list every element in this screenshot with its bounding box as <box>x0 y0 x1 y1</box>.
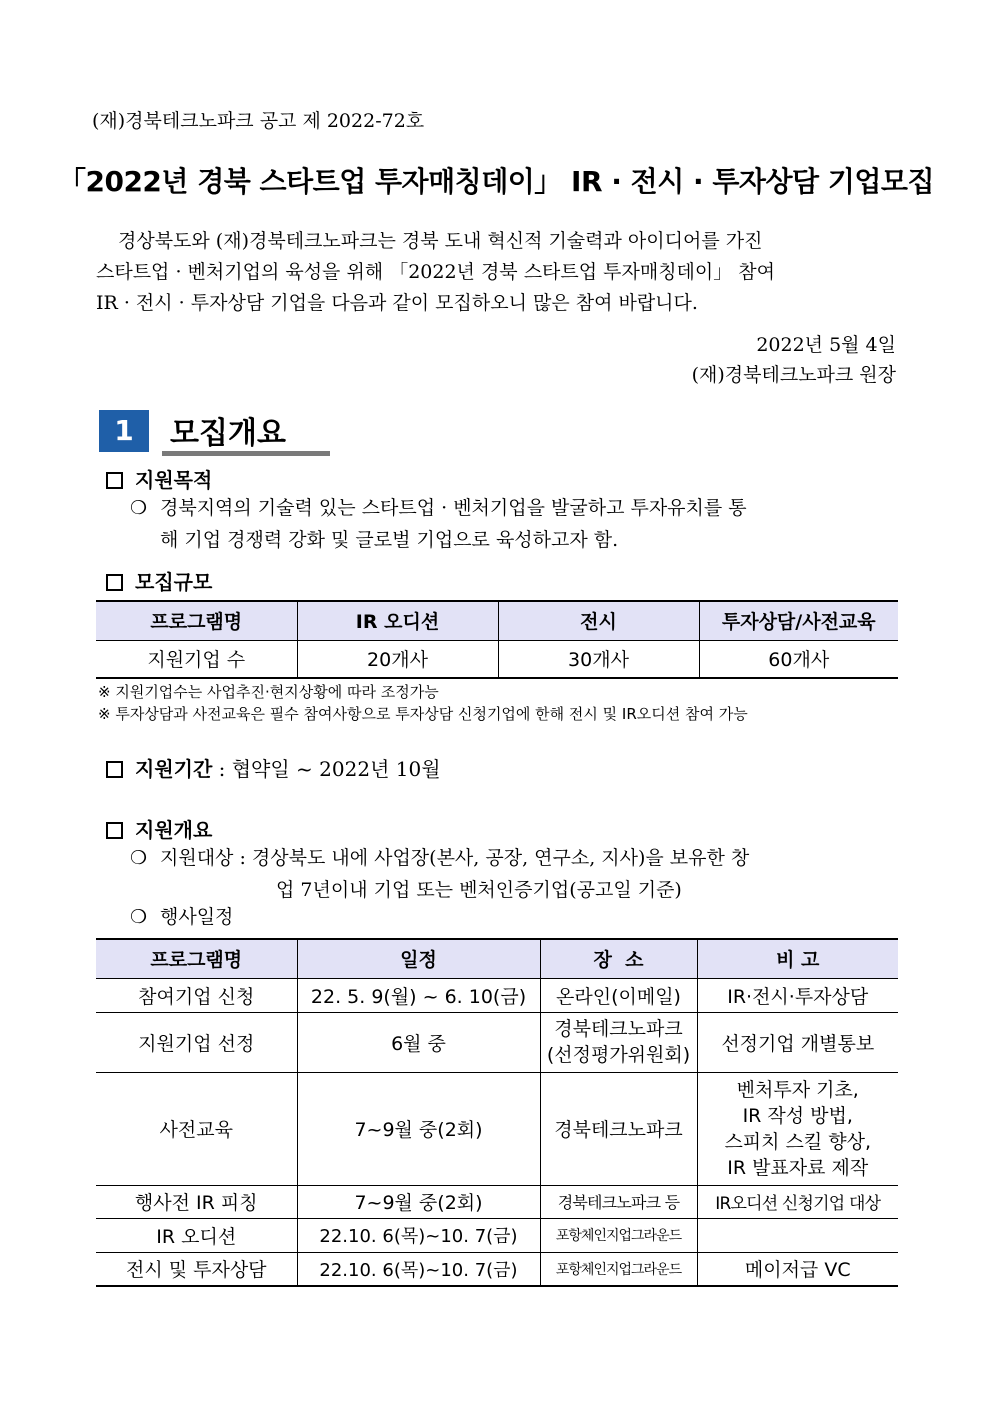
table-cell: 온라인(이메일) <box>540 978 697 1012</box>
table-cell: 벤처투자 기초, IR 작성 방법, 스피치 스킬 향상, IR 발표자료 제작 <box>697 1072 898 1185</box>
table-cell: 7~9월 중(2회) <box>297 1185 540 1218</box>
checkbox-square-icon <box>106 472 123 489</box>
circle-bullet-icon: ❍ <box>130 497 148 519</box>
table-cell: IR오디션 신청기업 대상 <box>697 1185 898 1218</box>
table-header: 프로그램명 <box>96 601 297 640</box>
table-cell: 20개사 <box>297 640 498 678</box>
table-row <box>96 978 898 1012</box>
table-cell: 경북테크노파크 (선정평가위원회) <box>540 1012 697 1072</box>
purpose-heading: 지원목적 <box>106 464 212 493</box>
table-header: IR 오디션 <box>297 601 498 640</box>
scale-note-1: ※ 지원기업수는 사업추진·현지상황에 따라 조정가능 <box>98 683 439 701</box>
table-header: 비 고 <box>697 939 898 978</box>
table-cell: 포항체인지업그라운드 <box>540 1218 697 1252</box>
table-header: 일정 <box>297 939 540 978</box>
intro-line: 스타트업 · 벤처기업의 육성을 위해 「2022년 경북 스타트업 투자매칭데이」 참여 <box>96 261 776 283</box>
table-cell: 지원기업 선정 <box>96 1012 297 1072</box>
circle-bullet-icon: ❍ <box>130 847 148 869</box>
table-cell: 30개사 <box>498 640 699 678</box>
schedule-table <box>96 938 898 1287</box>
target-bullet: ❍ 지원대상 : 경상북도 내에 사업장(본사, 공장, 연구소, 지사)을 보유한 창 업 7년이내 기업 또는 벤처인증기업(공고일 기준) <box>130 842 898 906</box>
scale-table <box>96 600 898 679</box>
table-cell: 6월 중 <box>297 1012 540 1072</box>
document-title: 「2022년 경북 스타트업 투자매칭데이」 IR · 전시 · 투자상담 기업모집 <box>57 165 935 198</box>
section-number-badge: 1 <box>99 410 149 452</box>
table-header: 투자상담/사전교육 <box>699 601 898 640</box>
table-cell: 메이저급 VC <box>697 1252 898 1286</box>
section-underline <box>162 451 330 456</box>
table-cell: IR·전시·투자상담 <box>697 978 898 1012</box>
checkbox-square-icon <box>106 574 123 591</box>
issuer: (재)경북테크노파크 원장 <box>691 364 896 386</box>
table-row <box>96 1218 898 1252</box>
table-row <box>96 1252 898 1286</box>
table-cell: IR 오디션 <box>96 1218 297 1252</box>
table-cell: 22. 5. 9(월) ~ 6. 10(금) <box>297 978 540 1012</box>
table-header: 전시 <box>498 601 699 640</box>
table-row <box>96 1072 898 1185</box>
table-cell: 행사전 IR 피칭 <box>96 1185 297 1218</box>
scale-note-2: ※ 투자상담과 사전교육은 필수 참여사항으로 투자상담 신청기업에 한해 전시 및 IR오디션 참여 가능 <box>98 705 748 723</box>
section-title: 모집개요 <box>170 416 286 451</box>
announcement-date: 2022년 5월 4일 <box>756 334 896 356</box>
overview-heading: 지원개요 <box>106 814 212 843</box>
table-header: 프로그램명 <box>96 939 297 978</box>
checkbox-square-icon <box>106 822 123 839</box>
table-header: 장 소 <box>540 939 697 978</box>
circle-bullet-icon: ❍ <box>130 906 148 928</box>
table-row <box>96 1185 898 1218</box>
table-row <box>96 1012 898 1072</box>
table-cell: 전시 및 투자상담 <box>96 1252 297 1286</box>
intro-paragraph <box>96 226 896 319</box>
schedule-bullet: ❍ 행사일정 <box>130 901 233 933</box>
table-cell: 선정기업 개별통보 <box>697 1012 898 1072</box>
table-cell: 22.10. 6(목)~10. 7(금) <box>297 1252 540 1286</box>
table-cell: 60개사 <box>699 640 898 678</box>
table-cell: 경북테크노파크 등 <box>540 1185 697 1218</box>
table-cell <box>697 1218 898 1252</box>
intro-line: 경상북도와 (재)경북테크노파크는 경북 도내 혁신적 기술력과 아이디어를 가진 <box>118 230 763 252</box>
scale-heading: 모집규모 <box>106 566 212 595</box>
period-value: : 협약일 ~ 2022년 10월 <box>212 757 441 781</box>
purpose-bullet: ❍ 경북지역의 기술력 있는 스타트업 · 벤처기업을 발굴하고 투자유치를 통 해 기업 경쟁력 강화 및 글로벌 기업으로 육성하고자 함. <box>130 492 898 556</box>
checkbox-square-icon <box>106 761 123 778</box>
table-cell: 포항체인지업그라운드 <box>540 1252 697 1286</box>
table-cell: 참여기업 신청 <box>96 978 297 1012</box>
intro-line: IR · 전시 · 투자상담 기업을 다음과 같이 모집하오니 많은 참여 바랍니다. <box>96 292 698 314</box>
period-heading: 지원기간 : 협약일 ~ 2022년 10월 <box>106 753 441 782</box>
table-cell: 22.10. 6(목)~10. 7(금) <box>297 1218 540 1252</box>
table-cell: 사전교육 <box>96 1072 297 1185</box>
table-cell: 경북테크노파크 <box>540 1072 697 1185</box>
table-cell: 7~9월 중(2회) <box>297 1072 540 1185</box>
table-cell: 지원기업 수 <box>96 640 297 678</box>
notice-number: (재)경북테크노파크 공고 제 2022-72호 <box>92 110 425 132</box>
